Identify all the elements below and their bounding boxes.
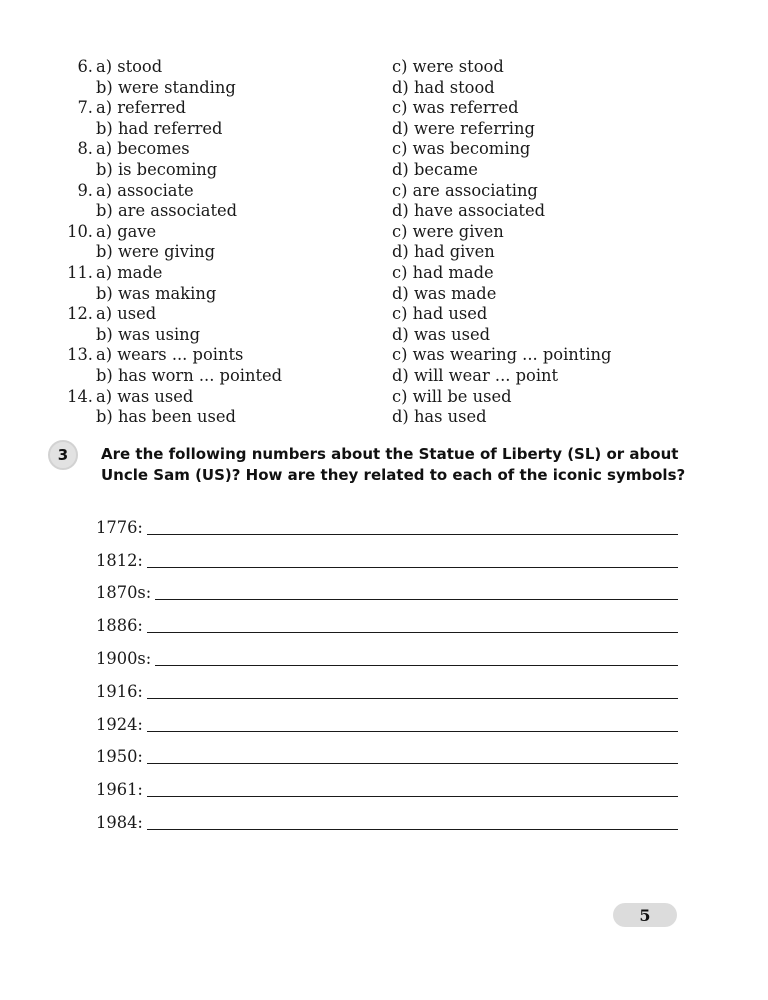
answer-line[interactable] (147, 778, 678, 797)
question-row (0, 139, 768, 180)
question-number: 6. (77, 57, 93, 76)
question-number: 14. (67, 386, 93, 406)
blank-row (96, 703, 678, 736)
blank-row (96, 572, 678, 605)
option-a: a) associate (96, 180, 194, 200)
option-b: b) were standing (96, 77, 236, 97)
answer-line[interactable] (147, 811, 678, 830)
option-d: d) were referring (392, 118, 535, 138)
question-row (0, 345, 768, 386)
blank-label: 1900s: (96, 648, 152, 668)
option-c: c) was becoming (392, 139, 531, 159)
answer-line[interactable] (147, 549, 678, 568)
option-b: b) is becoming (96, 159, 218, 179)
option-c: c) had made (392, 262, 494, 282)
option-d: d) was used (392, 324, 491, 344)
blank-label: 1950: (96, 747, 143, 767)
page-number-badge (613, 903, 677, 927)
question-number: 11. (67, 262, 93, 282)
blank-label: 1916: (96, 681, 143, 701)
question-number: 8. (77, 139, 93, 159)
question-number: 13. (67, 345, 93, 365)
answer-line[interactable] (147, 713, 678, 732)
option-d: d) have associated (392, 201, 546, 221)
answer-line[interactable] (155, 647, 678, 666)
blank-label: 1870s: (96, 583, 152, 603)
page-number: 5 (639, 905, 651, 925)
answer-line[interactable] (155, 581, 678, 600)
question-row (0, 304, 768, 345)
blank-row (96, 768, 678, 801)
option-c: c) were given (392, 221, 504, 241)
question-number: 12. (67, 304, 93, 324)
option-b: b) was using (96, 324, 201, 344)
blank-row (96, 801, 678, 834)
blank-label: 1984: (96, 812, 143, 832)
option-d: d) has used (392, 407, 487, 427)
fill-in-blanks (96, 506, 678, 834)
option-b: b) has been used (96, 407, 236, 427)
option-d: d) had given (392, 242, 495, 262)
question-row (0, 98, 768, 139)
option-d: d) had stood (392, 77, 495, 97)
option-a: a) becomes (96, 139, 190, 159)
option-a: a) made (96, 262, 163, 282)
answer-line[interactable] (147, 614, 678, 633)
option-b: b) had referred (96, 118, 223, 138)
option-a: a) wears ... points (96, 345, 244, 365)
blank-label: 1812: (96, 550, 143, 570)
answer-line[interactable] (147, 516, 678, 535)
blank-row (96, 637, 678, 670)
option-b: b) has worn ... pointed (96, 365, 283, 385)
blank-label: 1886: (96, 616, 143, 636)
blank-row (96, 539, 678, 572)
blank-row (96, 506, 678, 539)
blank-row (96, 736, 678, 769)
option-c: c) had used (392, 304, 488, 324)
option-d: d) became (392, 159, 478, 179)
question-row (0, 181, 768, 222)
option-a: a) used (96, 304, 157, 324)
question-row (0, 57, 768, 98)
blank-row (96, 604, 678, 637)
question-number: 10. (67, 221, 93, 241)
question-row (0, 263, 768, 304)
option-c: c) was wearing ... pointing (392, 345, 612, 365)
option-c: c) were stood (392, 57, 504, 76)
option-d: d) will wear ... point (392, 365, 559, 385)
question-row (0, 387, 768, 428)
blank-label: 1776: (96, 517, 143, 537)
option-c: c) will be used (392, 386, 512, 406)
exercise-number-badge (48, 440, 78, 470)
answer-line[interactable] (147, 680, 678, 699)
option-b: b) are associated (96, 201, 238, 221)
blank-row (96, 670, 678, 703)
option-c: c) are associating (392, 180, 538, 200)
answer-line[interactable] (147, 745, 678, 764)
option-a: a) was used (96, 386, 194, 406)
option-a: a) gave (96, 221, 157, 241)
blank-label: 1961: (96, 780, 143, 800)
question-number: 7. (77, 98, 93, 118)
option-c: c) was referred (392, 98, 519, 118)
option-b: b) was making (96, 283, 217, 303)
exercise-instruction: Are the following numbers about the Statue of Liberty (SL) or about Uncle Sam (US)? How are they related to each of the iconic symbols? (101, 445, 686, 484)
answer-options-list (0, 57, 768, 428)
option-a: a) referred (96, 98, 186, 118)
exercise-number: 3 (57, 446, 69, 464)
question-number: 9. (77, 180, 93, 200)
question-row (0, 222, 768, 263)
option-d: d) was made (392, 283, 497, 303)
option-a: a) stood (96, 57, 163, 76)
blank-label: 1924: (96, 714, 143, 734)
option-b: b) were giving (96, 242, 216, 262)
